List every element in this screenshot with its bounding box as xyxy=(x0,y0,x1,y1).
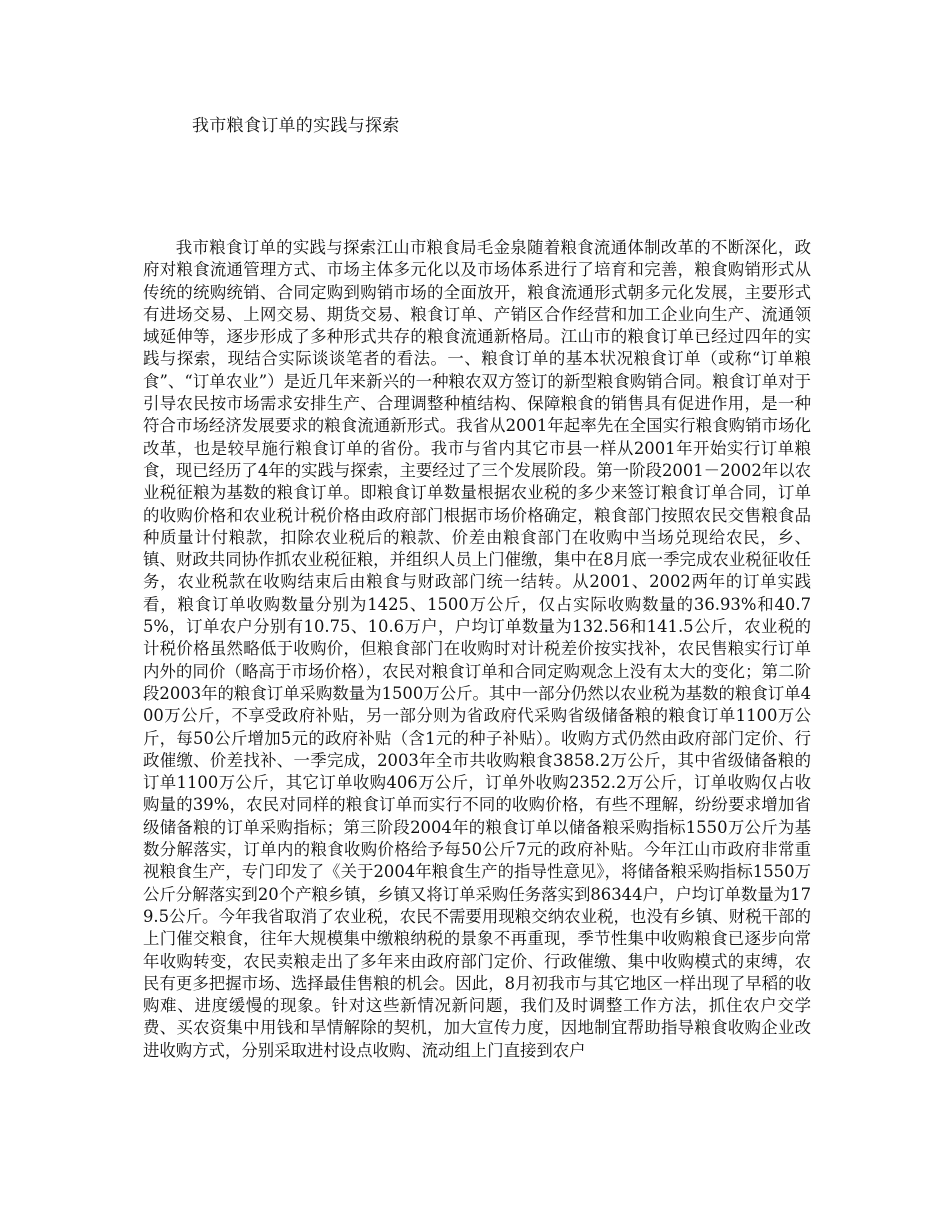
document-body-paragraph: 我市粮食订单的实践与探索江山市粮食局毛金泉随着粮食流通体制改革的不断深化，政府对粮食流通管理方式、市场主体多元化以及市场体系进行了培育和完善，粮食购销形式从传统的统购统销、合同定购到购销市场的全面放开，粮食流通形式朝多元化发展，主要形式有进场交易、上网交易、期货交易、粮食订单、产销区合作经营和加工企业向生产、流通领域延伸等，逐步形成了多种形式共存的粮食流通新格局。江山市的粮食订单已经过四年的实践与探索，现结合实际谈谈笔者的看法。一、粮食订单的基本状况粮食订单（或称“订单粮食”、“订单农业”）是近几年来新兴的一种粮农双方签订的新型粮食购销合同。粮食订单对于引导农民按市场需求安排生产、合理调整种植结构、保障粮食的销售具有促进作用，是一种符合市场经济发展要求的粮食流通新形式。我省从2001年起率先在全国实行粮食购销市场化改革，也是较早施行粮食订单的省份。我市与省内其它市县一样从2001年开始实行订单粮食，现已经历了4年的实践与探索，主要经过了三个发展阶段。第一阶段2001－2002年以农业税征粮为基数的粮食订单。即粮食订单数量根据农业税的多少来签订粮食订单合同，订单的收购价格和农业税计税价格由政府部门根据市场价格确定，粮食部门按照农民交售粮食品种质量计付粮款，扣除农业税后的粮款、价差由粮食部门在收购中当场兑现给农民，乡、镇、财政共同协作抓农业税征粮，并组织人员上门催缴，集中在8月底一季完成农业税征收任务，农业税款在收购结束后由粮食与财政部门统一结转。从2001、2002两年的订单实践看，粮食订单收购数量分别为1425、1500万公斤，仅占实际收购数量的36.93%和40.75%，订单农户分别有10.75、10.6万户，户均订单数量为132.56和141.5公斤，农业税的计税价格虽然略低于收购价，但粮食部门在收购时对计税差价按实找补，农民售粮实行订单内外的同价（略高于市场价格），农民对粮食订单和合同定购观念上没有太大的变化；第二阶段2003年的粮食订单采购数量为1500万公斤。其中一部分仍然以农业税为基数的粮食订单400万公斤，不享受政府补贴，另一部分则为省政府代采购省级储备粮的粮食订单1100万公斤，每50公斤增加5元的政府补贴（含1元的种子补贴）。收购方式仍然由政府部门定价、行政催缴、价差找补、一季完成，2003年全市共收购粮食3858.2万公斤，其中省级储备粮的订单1100万公斤，其它订单收购406万公斤，订单外收购2352.2万公斤，订单收购仅占收购量的39%，农民对同样的粮食订单而实行不同的收购价格，有些不理解，纷纷要求增加省级储备粮的订单采购指标；第三阶段2004年的粮食订单以储备粮采购指标1550万公斤为基数分解落实，订单内的粮食收购价格给予每50公斤7元的政府补贴。今年江山市政府非常重视粮食生产，专门印发了《关于2004年粮食生产的指导性意见》，将储备粮采购指标1550万公斤分解落实到20个产粮乡镇，乡镇又将订单采购任务落实到86344户，户均订单数量为179.5公斤。今年我省取消了农业税，农民不需要用现粮交纳农业税，也没有乡镇、财税干部的上门催交粮食，往年大规模集中缴粮纳税的景象不再重现，季节性集中收购粮食已逐步向常年收购转变，农民卖粮走出了多年来由政府部门定价、行政催缴、集中收购模式的束缚，农民有更多把握市场、选择最佳售粮的机会。因此，8月初我市与其它地区一样出现了早稻的收购难、进度缓慢的现象。针对这些新情况新问题，我们及时调整工作方法，抓住农户交学费、买农资集中用钱和旱情解除的契机，加大宣传力度，因地制宜帮助指导粮食收购企业改进收购方式，分别采取进村设点收购、流动组上门直接到农户 xyxy=(143,238,811,1060)
document-title: 我市粮食订单的实践与探索 xyxy=(192,116,400,136)
